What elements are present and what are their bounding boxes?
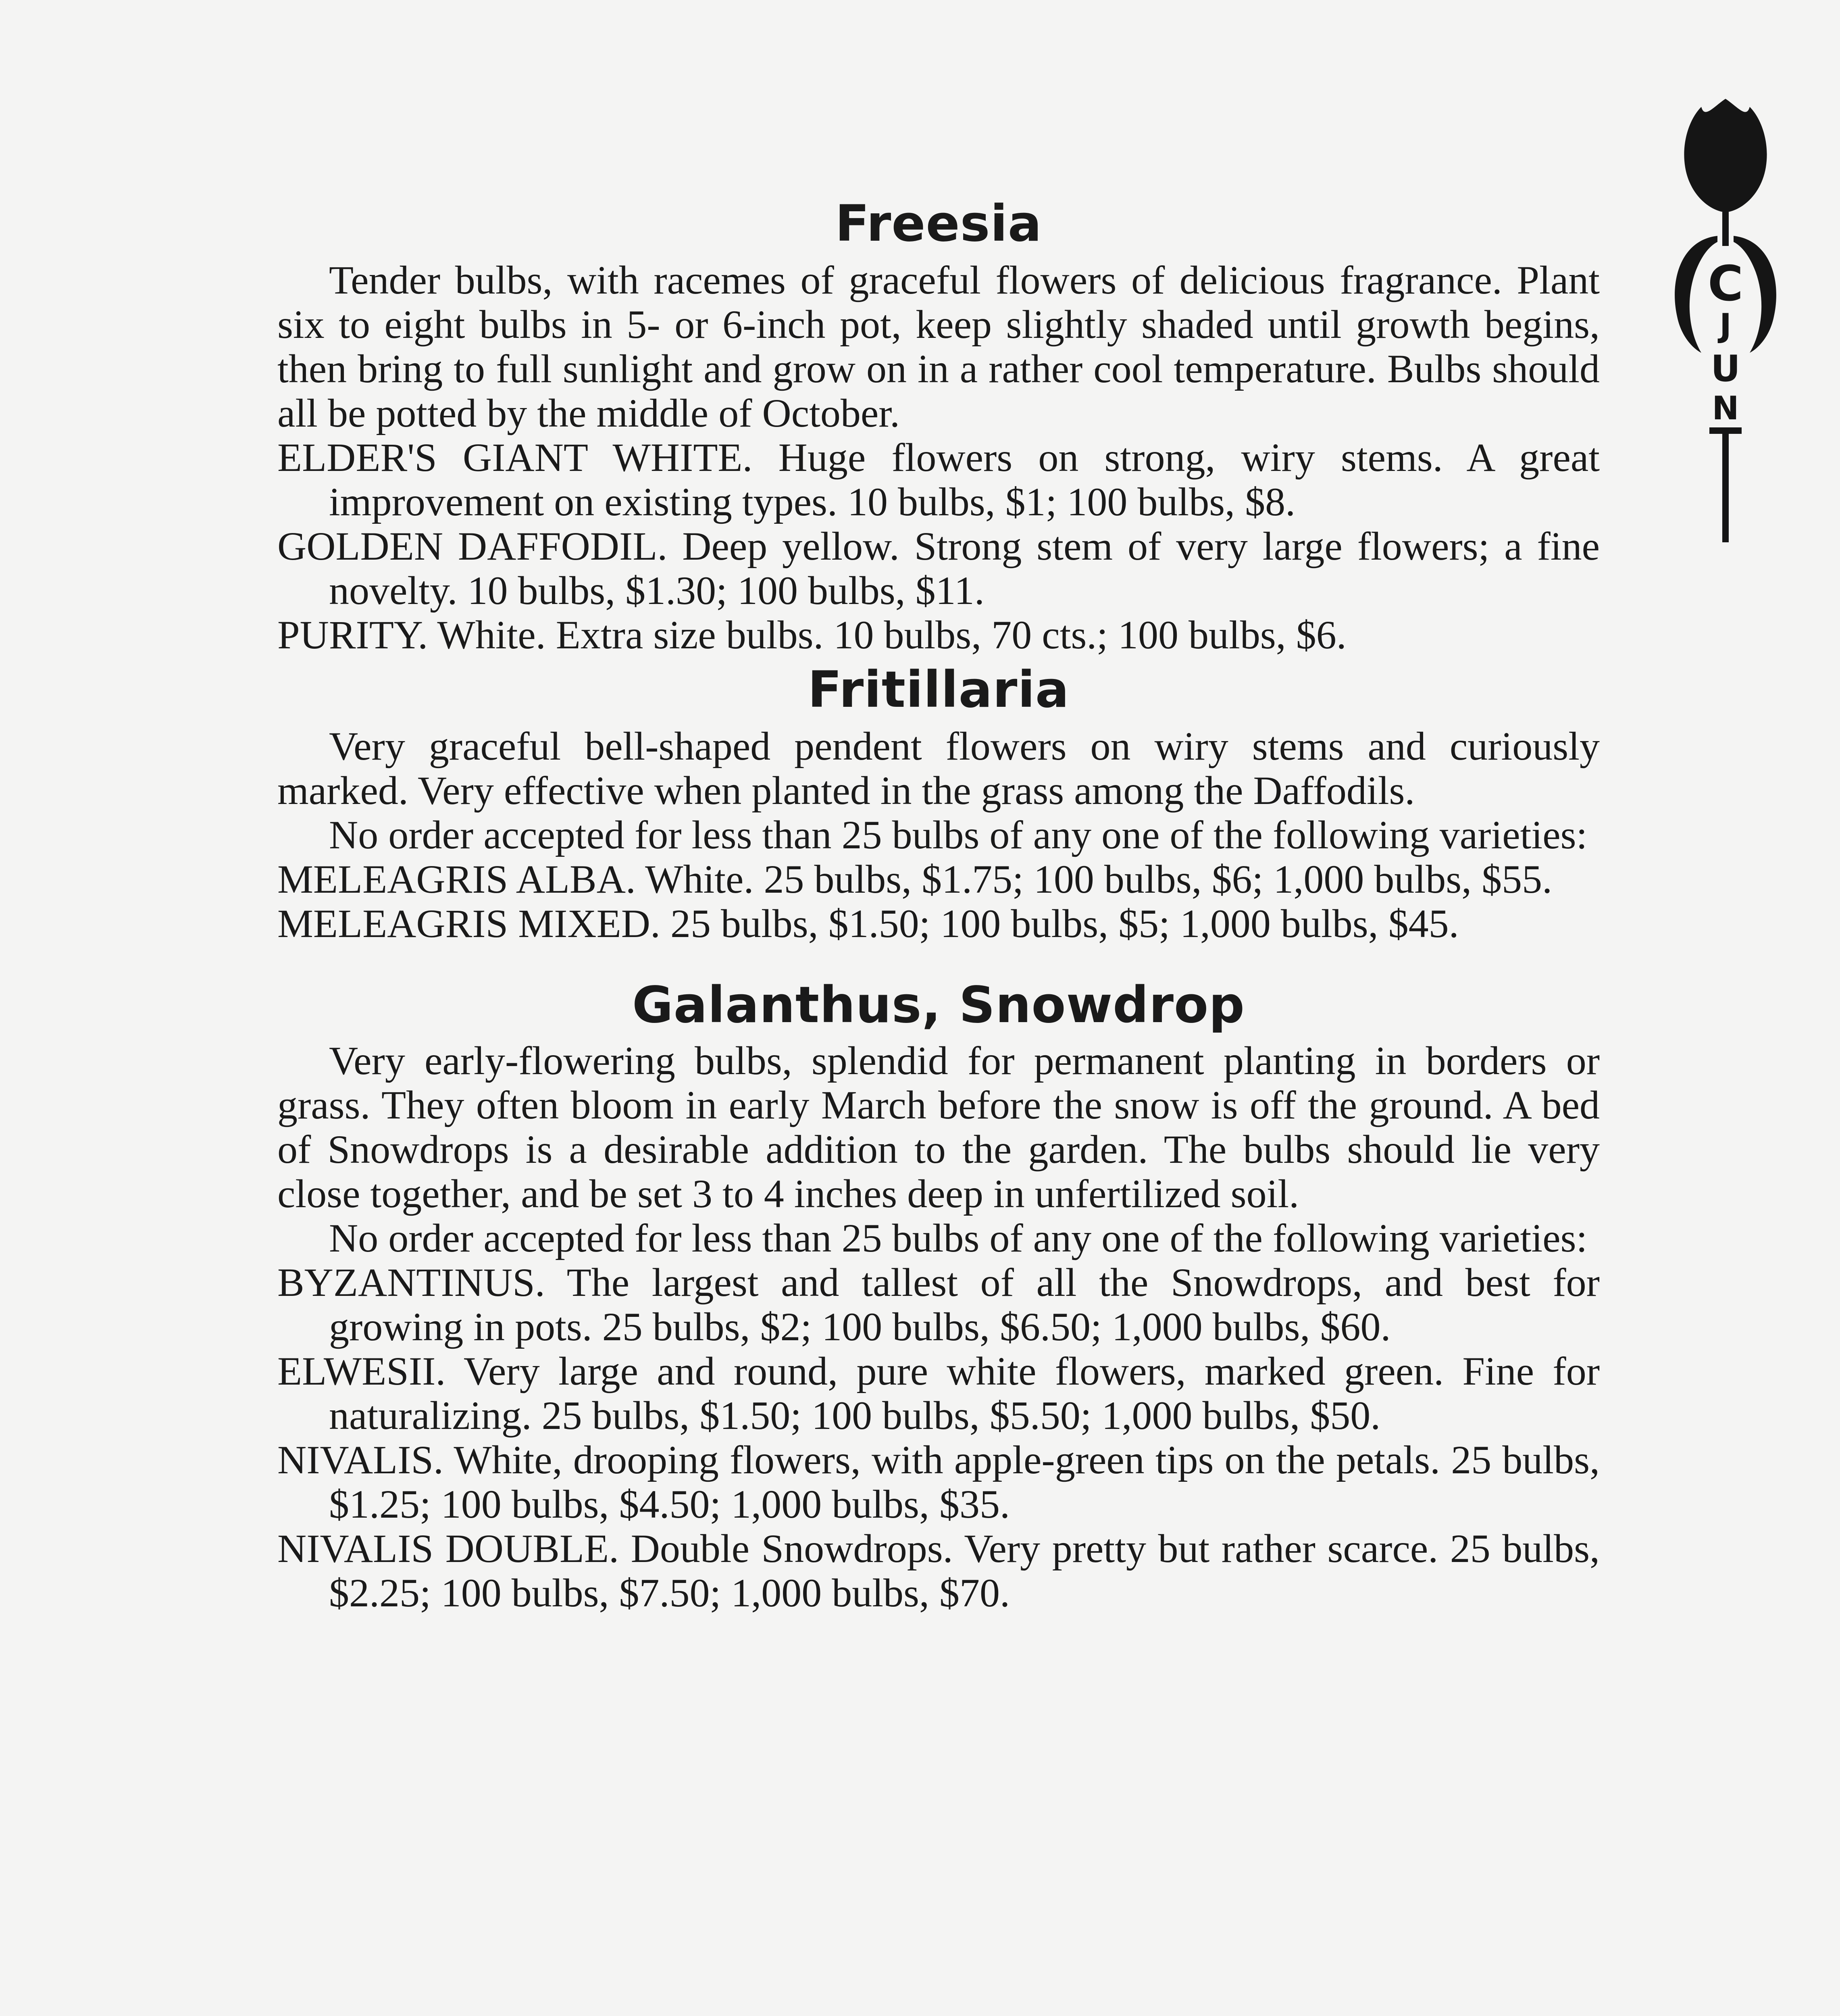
galanthus-item-nivalis: NIVALIS. White, drooping flowers, with apple-green tips on the petals. 25 bulbs, $1.25; 100 bulbs, $4.50; 1,000 bulbs, $35.	[277, 1437, 1600, 1527]
freesia-item-purity: PURITY. White. Extra size bulbs. 10 bulbs, 70 cts.; 100 bulbs, $6.	[277, 612, 1347, 657]
galanthus-item-nivalis-double: NIVALIS DOUBLE. Double Snowdrops. Very pretty but rather scarce. 25 bulbs, $2.25; 100 bulbs, $7.50; 1,000 bulbs, $70.	[277, 1526, 1600, 1615]
freesia-item-golden-daffodil: GOLDEN DAFFODIL. Deep yellow. Strong stem of very large flowers; a fine novelty. 10 bulbs, $1.30; 100 bulbs, $11.	[277, 524, 1600, 613]
tulip-logo-icon	[1657, 91, 1794, 550]
fritillaria-intro: Very graceful bell-shaped pendent flowers on wiry stems and curiously marked. Very effective when planted in the grass among the Daffodils.	[277, 724, 1600, 813]
freesia-item-elders-giant-white: ELDER'S GIANT WHITE. Huge flowers on strong, wiry stems. A great improvement on existing types. 10 bulbs, $1; 100 bulbs, $8.	[277, 435, 1600, 524]
svg-text:U: U	[1711, 348, 1740, 390]
freesia-intro: Tender bulbs, with racemes of graceful flowers of delicious fragrance. Plant six to eight bulbs in 5- or 6-inch pot, keep slightly shaded until growth begins, then bring to full sunlight and grow on in a rather cool temperature. Bulbs should all be potted by the middle of October.	[277, 258, 1600, 435]
section-title-fritillaria: Fritillaria	[808, 661, 1070, 719]
catalog-page-body	[277, 194, 1600, 1615]
galanthus-order-note: No order accepted for less than 25 bulbs of any one of the following varieties:	[329, 1216, 1588, 1260]
fritillaria-item-meleagris-alba: MELEAGRIS ALBA. White. 25 bulbs, $1.75; 100 bulbs, $6; 1,000 bulbs, $55.	[277, 857, 1553, 902]
galanthus-item-elwesii: ELWESII. Very large and round, pure white flowers, marked green. Fine for naturalizing. 25 bulbs, $1.50; 100 bulbs, $5.50; 1,000 bulbs, $50.	[277, 1349, 1600, 1438]
svg-text:N: N	[1712, 389, 1739, 427]
section-title-freesia: Freesia	[835, 195, 1042, 253]
section-title-galanthus: Galanthus, Snowdrop	[632, 976, 1245, 1034]
svg-text:C: C	[1707, 256, 1744, 312]
galanthus-intro: Very early-flowering bulbs, splendid for permanent planting in borders or grass. They often bloom in early March before the snow is off the ground. A bed of Snowdrops is a desirable addition to the garden. The bulbs should lie very close together, and be set 3 to 4 inches deep in unfertilized soil.	[277, 1038, 1600, 1216]
fritillaria-order-note: No order accepted for less than 25 bulbs of any one of the following varieties:	[329, 812, 1588, 857]
galanthus-item-byzantinus: BYZANTINUS. The largest and tallest of all the Snowdrops, and best for growing in pots. 25 bulbs, $2; 100 bulbs, $6.50; 1,000 bulbs, $60.	[277, 1260, 1600, 1349]
svg-text:J: J	[1719, 307, 1732, 344]
fritillaria-item-meleagris-mixed: MELEAGRIS MIXED. 25 bulbs, $1.50; 100 bulbs, $5; 1,000 bulbs, $45.	[277, 901, 1459, 946]
